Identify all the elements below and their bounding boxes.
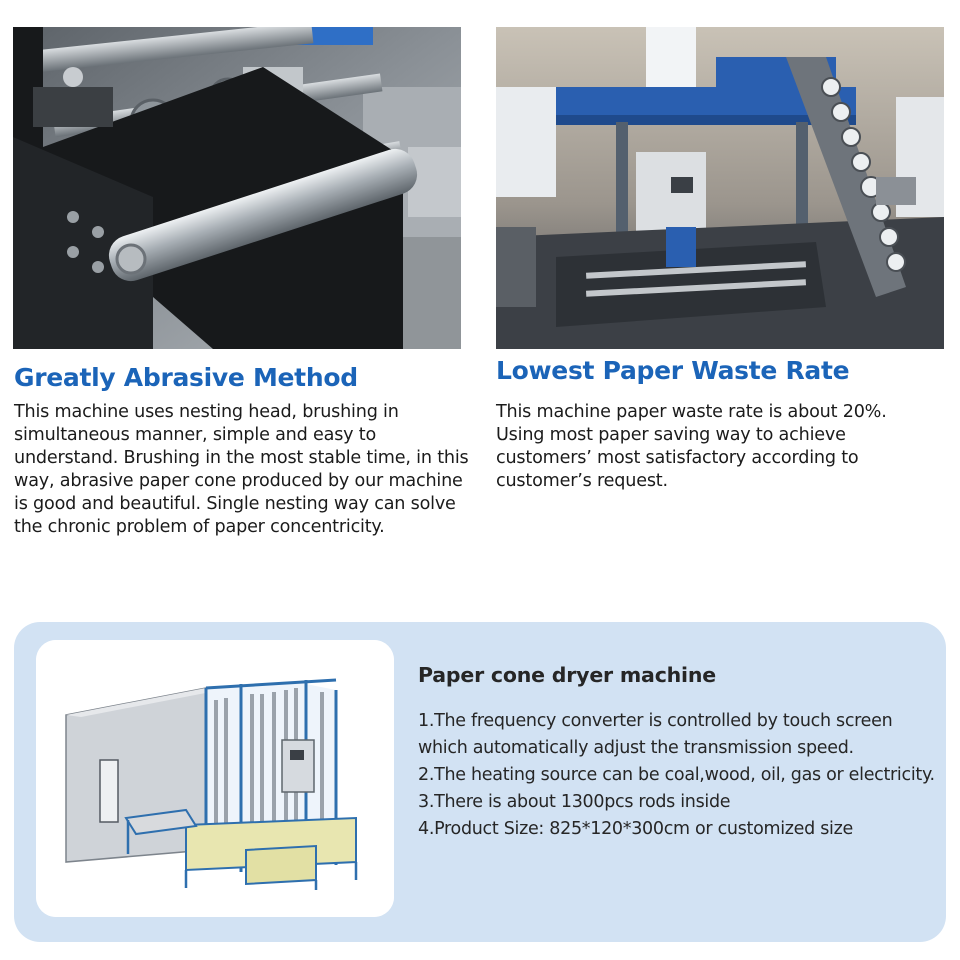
paper-cone-dryer-photo [36,640,394,917]
dryer-feature-item: 3.There is about 1300pcs rods inside [418,792,731,812]
dryer-feature-item: 4.Product Size: 825*120*300cm or customized size [418,819,853,839]
dryer-feature-item: 1.The frequency converter is controlled by touch screen which automatically adjust the transmission speed. [418,711,893,758]
machine-rollers-photo [13,27,461,349]
dryer-feature-item: 2.The heating source can be coal,wood, oil, gas or electricity. [418,765,935,785]
abrasive-method-description: This machine uses nesting head, brushing in simultaneous manner, simple and easy to understand. Brushing in the most stable time, in this way, abrasive paper cone produced by our machine is good and beautiful. Single nesting way can solve the chronic problem of paper concentricity. [14,402,469,537]
dryer-title: Paper cone dryer machine [418,663,716,687]
abrasive-method-heading: Greatly Abrasive Method [14,363,358,392]
dryer-feature-list [418,708,938,843]
factory-machine-photo [496,27,944,349]
paper-waste-heading: Lowest Paper Waste Rate [496,356,850,385]
paper-waste-description: This machine paper waste rate is about 20%. Using most paper saving way to achieve customers’ most satisfactory according to customer’s request. [496,402,887,491]
